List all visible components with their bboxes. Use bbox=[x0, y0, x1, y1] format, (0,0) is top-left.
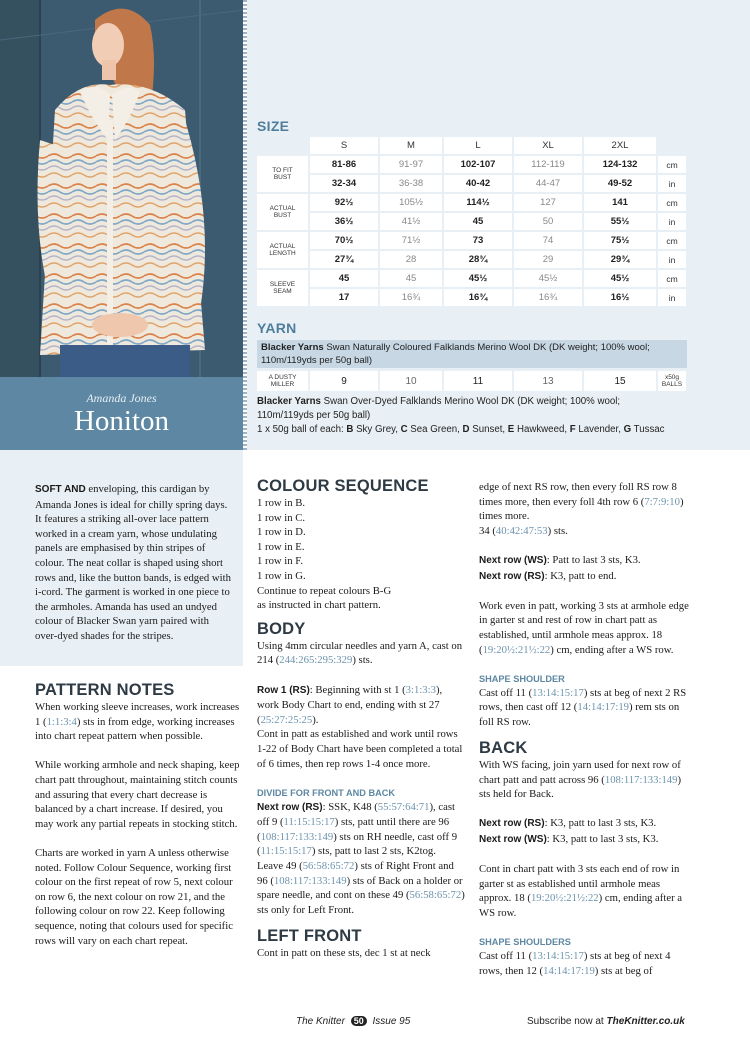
size-values: 108:117:133:149 bbox=[273, 874, 347, 887]
size-values: 108:117:133:149 bbox=[260, 830, 334, 843]
size-value: 127 bbox=[514, 194, 582, 211]
row-label: Row 1 (RS) bbox=[257, 684, 310, 696]
size-values: 11:15:15:17 bbox=[283, 816, 335, 829]
shade-name: Sea Green, bbox=[407, 424, 463, 435]
size-value: 32-34 bbox=[310, 175, 378, 192]
shape-shoulder-heading: SHAPE SHOULDER bbox=[479, 673, 565, 684]
row-label-line: LENGTH bbox=[269, 250, 296, 257]
page-number: 50 bbox=[351, 1016, 367, 1026]
colour-sequence-list bbox=[257, 496, 465, 613]
shade-code: G bbox=[623, 424, 632, 435]
size-values: 19:20½:21½:22 bbox=[530, 892, 599, 905]
body-text: ) sts at beg of next 2 RS rows, then cast off 12 ( bbox=[479, 686, 687, 714]
size-value: 50 bbox=[514, 213, 582, 230]
body-text: ) sts at beg of bbox=[594, 964, 653, 977]
shade-code: C bbox=[400, 424, 408, 435]
pattern-notes-heading: PATTERN NOTES bbox=[35, 681, 175, 699]
yarn-heading: YARN bbox=[257, 320, 297, 336]
unit-label: cm bbox=[658, 232, 686, 249]
body-text: ). bbox=[312, 713, 319, 726]
row-label-line: TO FIT bbox=[272, 166, 293, 174]
size-values: 13:14:15:17 bbox=[532, 686, 584, 699]
size-value: 55½ bbox=[584, 213, 656, 230]
size-value: 45 bbox=[310, 270, 378, 287]
yarn2-qty: 1 x 50g ball of each: bbox=[257, 424, 347, 435]
size-heading: SIZE bbox=[257, 118, 290, 134]
body-text: : K3, patt to last 3 sts, K3. bbox=[546, 833, 659, 846]
size-values: 13:14:15:17 bbox=[532, 950, 584, 963]
footer-issue bbox=[296, 1016, 410, 1027]
body-text: Cast off 11 ( bbox=[479, 950, 533, 963]
size-values: 19:20½:21½:22 bbox=[482, 643, 551, 656]
body-text: : Patt to last 3 sts, K3. bbox=[546, 553, 641, 566]
size-values: 108:117:133:149 bbox=[604, 773, 678, 786]
sequence-line: 1 row in D. bbox=[257, 526, 306, 539]
body-text: Cont in chart patt with 3 sts each end of row in garter st as established until armhole meas approx. 18 ( bbox=[479, 863, 680, 905]
yarn2-description-line2: 110m/119yds per 50g ball) bbox=[257, 410, 371, 421]
shade-name: Hawkweed, bbox=[514, 424, 570, 435]
yarn-quantity: 9 bbox=[310, 371, 378, 391]
yarn-colour-label-line: A DUSTY bbox=[268, 373, 297, 381]
yarn1-description bbox=[257, 340, 687, 368]
size-values: 25:27:25:25 bbox=[260, 713, 313, 726]
sequence-line: as instructed in chart pattern. bbox=[257, 599, 381, 612]
size-values: 3:1:3:3 bbox=[405, 683, 436, 696]
yarn-colour-label bbox=[257, 371, 308, 391]
body-text: ), cast off 9 ( bbox=[257, 800, 455, 829]
colour-sequence-heading: COLOUR SEQUENCE bbox=[257, 477, 429, 495]
row-label bbox=[257, 232, 308, 268]
sequence-line: 1 row in C. bbox=[257, 511, 306, 524]
size-value: 28¾ bbox=[444, 251, 512, 268]
yarn-unit-line: x50g bbox=[664, 373, 680, 381]
pattern-title: Honiton bbox=[73, 405, 170, 437]
column-2 bbox=[257, 476, 465, 961]
unit-label: cm bbox=[658, 156, 686, 173]
yarn2-description bbox=[257, 395, 697, 409]
body-text: ) times more. bbox=[479, 495, 684, 523]
yarn-quantity: 15 bbox=[584, 371, 656, 391]
body-text: Leave 49 ( bbox=[257, 860, 303, 873]
size-col-header: L bbox=[444, 137, 512, 154]
size-value: 44-47 bbox=[514, 175, 582, 192]
body-text: ) sts on RH needle, cast off 9 ( bbox=[257, 830, 458, 858]
body-text: ) sts of Back on a holder or spare needle, and cont on these 49 ( bbox=[257, 874, 463, 902]
row-label: Next row (RS) bbox=[479, 570, 545, 582]
back-heading: BACK bbox=[479, 739, 528, 758]
size-value: 45½ bbox=[584, 270, 656, 287]
pattern-notes-section bbox=[35, 680, 240, 963]
size-value: 17 bbox=[310, 289, 378, 306]
size-value: 74 bbox=[514, 232, 582, 249]
yarn1-brand: Blacker Yarns bbox=[261, 342, 324, 353]
size-value: 105½ bbox=[380, 194, 442, 211]
size-value: 16¾ bbox=[514, 289, 582, 306]
unit-label: cm bbox=[658, 270, 686, 287]
body-text: ) rem sts on foll RS row. bbox=[479, 701, 680, 728]
body-text: : Beginning with st 1 ( bbox=[309, 683, 406, 696]
size-values: 56:58:65:72 bbox=[409, 889, 462, 902]
unit-label: in bbox=[658, 251, 686, 268]
shade-code: D bbox=[462, 424, 470, 435]
size-col-header: M bbox=[380, 137, 442, 154]
unit-label: cm bbox=[658, 194, 686, 211]
issue-number: Issue 95 bbox=[372, 1016, 411, 1027]
shade-code: B bbox=[346, 424, 354, 435]
body-text: 34 ( bbox=[479, 524, 496, 537]
size-value: 92½ bbox=[310, 194, 378, 211]
designer-name: Amanda Jones bbox=[86, 391, 157, 405]
intro-lead: SOFT AND bbox=[35, 484, 86, 495]
shade-code: E bbox=[507, 424, 515, 435]
yarn-unit-line: BALLS bbox=[661, 381, 683, 388]
row-label bbox=[257, 270, 308, 306]
body-paragraph: Cont in patt as established and work until rows 1-22 of Body Chart have been completed a total of 6 times, then rep rows 1-4 once more. bbox=[257, 728, 463, 770]
body-text: : SSK, K48 ( bbox=[322, 800, 378, 813]
yarn1-text: Swan Naturally Coloured Falklands Merino Wool DK (DK weight; 100% wool; 110m/119yds per 50g ball) bbox=[261, 342, 650, 366]
row-label-line: ACTUAL bbox=[269, 204, 296, 212]
row-label-line: SLEEVE bbox=[269, 280, 296, 288]
row-label bbox=[257, 156, 308, 192]
size-col-header: S bbox=[310, 137, 378, 154]
body-text: ) sts. bbox=[352, 654, 373, 667]
shade-name: Sky Grey, bbox=[353, 424, 401, 435]
size-values: 40:42:47:53 bbox=[495, 524, 548, 537]
size-value: 16½ bbox=[584, 289, 656, 306]
body-heading: BODY bbox=[257, 619, 306, 638]
size-values: 55:57:64:71 bbox=[377, 800, 430, 813]
row-label-line: BUST bbox=[273, 174, 292, 181]
body-text: ) sts held for Back. bbox=[479, 773, 682, 801]
intro-text bbox=[35, 482, 233, 658]
size-value: 27¾ bbox=[310, 251, 378, 268]
yarn2-shades bbox=[257, 423, 697, 437]
body-text: Work even in patt, working 3 sts at armhole edge in garter st and rest of row in chart patt as established, until armhole meas approx. 18 ( bbox=[479, 599, 689, 656]
size-value: 141 bbox=[584, 194, 656, 211]
shade-code: F bbox=[569, 424, 576, 435]
shade-name: Tussac bbox=[631, 424, 665, 435]
row-label-line: ACTUAL bbox=[269, 242, 296, 250]
body-text: : K3, patt to last 3 sts, K3. bbox=[544, 817, 657, 830]
body-text: : K3, patt to end. bbox=[544, 569, 617, 582]
size-value: 29 bbox=[514, 251, 582, 268]
website-link[interactable]: TheKnitter.co.uk bbox=[606, 1016, 685, 1027]
body-text: ) sts only for Left Front. bbox=[257, 889, 465, 916]
yarn-quantity: 11 bbox=[444, 371, 512, 391]
body-text: ) sts. bbox=[547, 524, 568, 537]
size-value: 29¾ bbox=[584, 251, 656, 268]
size-col-header: XL bbox=[514, 137, 582, 154]
size-value: 91-97 bbox=[380, 156, 442, 173]
sequence-line: 1 row in F. bbox=[257, 555, 304, 568]
size-values: 56:58:65:72 bbox=[302, 860, 355, 873]
yarn-quantity-unit bbox=[658, 371, 686, 391]
size-value: 124-132 bbox=[584, 156, 656, 173]
sequence-line: Continue to repeat colours B-G bbox=[257, 584, 392, 597]
magazine-name: The Knitter bbox=[296, 1016, 345, 1027]
row-label-line: SEAM bbox=[273, 288, 292, 295]
size-values: 14:14:17:19 bbox=[577, 701, 630, 714]
cover-photo bbox=[0, 0, 243, 377]
notes-text: When working sleeve increases, work increases 1 ( bbox=[35, 701, 240, 728]
size-value: 112-119 bbox=[514, 156, 582, 173]
sequence-line: 1 row in E. bbox=[257, 540, 305, 553]
size-value: 16¾ bbox=[444, 289, 512, 306]
size-value: 71½ bbox=[380, 232, 442, 249]
body-text: ), work Body Chart to end, ending with st 27 ( bbox=[257, 683, 443, 726]
size-value: 49-52 bbox=[584, 175, 656, 192]
shade-name: Lavender, bbox=[575, 424, 624, 435]
unit-label: in bbox=[658, 213, 686, 230]
body-text: ) sts, patt until there are 96 ( bbox=[257, 816, 450, 843]
size-value: 41½ bbox=[380, 213, 442, 230]
body-text: Cast off 11 ( bbox=[479, 686, 533, 699]
yarn-colour-label-line: MILLER bbox=[270, 381, 295, 388]
subscribe-text: Subscribe now at bbox=[527, 1016, 607, 1027]
row-label: Next row (RS) bbox=[479, 818, 545, 830]
row-label bbox=[257, 194, 308, 230]
body-text: Using 4mm circular needles and yarn A, cast on 214 ( bbox=[257, 639, 463, 667]
left-front-text: Cont in patt on these sts, dec 1 st at neck bbox=[257, 947, 431, 960]
row-label: Next row (WS) bbox=[479, 554, 547, 566]
sequence-line: 1 row in G. bbox=[257, 569, 306, 582]
size-value: 45 bbox=[380, 270, 442, 287]
size-value: 73 bbox=[444, 232, 512, 249]
size-value: 75½ bbox=[584, 232, 656, 249]
shape-shoulders-heading: SHAPE SHOULDERS bbox=[479, 937, 571, 948]
size-value: 70½ bbox=[310, 232, 378, 249]
size-col-header: 2XL bbox=[584, 137, 656, 154]
size-values: 1:1:3:4 bbox=[46, 715, 77, 728]
body-text: ) cm, ending after a WS row. bbox=[550, 643, 674, 656]
yarn-quantity: 10 bbox=[380, 371, 442, 391]
intro-body: enveloping, this cardigan by Amanda Jones is ideal for chilly spring days. It features a striking all-over lace pattern worked in a cream yarn, whose undulating panels are emphasised by thin stripes of colour. The neat collar is shaped using short rows and, like the button bands, is edged with i-cord. The garment is worked in one piece to the armholes. Amanda has used an undyed colour of Blacker Swan yarn paired with over-dyed shades for the stripes. bbox=[35, 483, 231, 642]
body-text: With WS facing, join yarn used for next row of chart patt and patt across 96 ( bbox=[479, 759, 681, 786]
size-value: 81-86 bbox=[310, 156, 378, 173]
row-label-line: BUST bbox=[273, 212, 292, 219]
notes-paragraph: Charts are worked in yarn A unless otherwise noted. Follow Colour Sequence, working first colour on the first repeat of row 5, next colour on row 6, the next colour on row 21, and the following colour on row 22. Keep following sequence, noting that colours used for specific rows will vary on each chart repeat. bbox=[35, 846, 233, 947]
cardigan-model-illustration bbox=[0, 0, 243, 377]
notes-paragraph: While working armhole and neck shaping, keep chart patt throughout, maintaining stitch counts and assuring that every chart decrease is balanced by a chart increase. If desired, you may work any partial repeats in stocking stitch. bbox=[35, 759, 240, 830]
size-value: 45½ bbox=[514, 270, 582, 287]
size-value: 102-107 bbox=[444, 156, 512, 173]
row-label: Next row (RS) bbox=[257, 801, 323, 813]
body-text: ) sts of Right Front and 96 ( bbox=[257, 860, 454, 887]
body-text: ) sts, patt to last 2 sts, K2tog. bbox=[311, 845, 436, 858]
sequence-line: 1 row in B. bbox=[257, 497, 306, 509]
size-value: 36½ bbox=[310, 213, 378, 230]
size-value: 45½ bbox=[444, 270, 512, 287]
size-value: 114½ bbox=[444, 194, 512, 211]
shade-name: Sunset, bbox=[469, 424, 508, 435]
size-values: 7:7:9:10 bbox=[644, 495, 680, 508]
body-text: ) sts at beg of next 4 rows, then 12 ( bbox=[479, 950, 671, 977]
title-block bbox=[0, 377, 243, 450]
footer-subscribe bbox=[527, 1016, 685, 1027]
yarn2-brand: Blacker Yarns bbox=[257, 396, 321, 407]
body-text: ) cm, ending after a WS row. bbox=[479, 892, 683, 920]
notes-text: ) sts in from edge, working increases into chart repeat pattern when possible. bbox=[35, 715, 235, 743]
unit-label: in bbox=[658, 289, 686, 306]
column-3 bbox=[479, 480, 691, 978]
size-values: 244:265:295:329 bbox=[279, 654, 353, 667]
yarn2-text: Swan Over-Dyed Falklands Merino Wool DK (DK weight; 100% wool; bbox=[320, 396, 621, 407]
body-text: edge of next RS row, then every foll RS row 8 times more, then every foll 4th row 6 ( bbox=[479, 481, 677, 508]
size-values: 11:15:15:17 bbox=[260, 845, 312, 858]
size-value: 36-38 bbox=[380, 175, 442, 192]
row-label: Next row (WS) bbox=[479, 834, 547, 846]
divide-heading: DIVIDE FOR FRONT AND BACK bbox=[257, 787, 395, 798]
size-value: 45 bbox=[444, 213, 512, 230]
size-value: 28 bbox=[380, 251, 442, 268]
yarn-quantity: 13 bbox=[514, 371, 582, 391]
unit-label: in bbox=[658, 175, 686, 192]
size-value: 16¾ bbox=[380, 289, 442, 306]
size-values: 14:14:17:19 bbox=[543, 964, 595, 977]
size-value: 40-42 bbox=[444, 175, 512, 192]
left-front-heading: LEFT FRONT bbox=[257, 927, 362, 946]
